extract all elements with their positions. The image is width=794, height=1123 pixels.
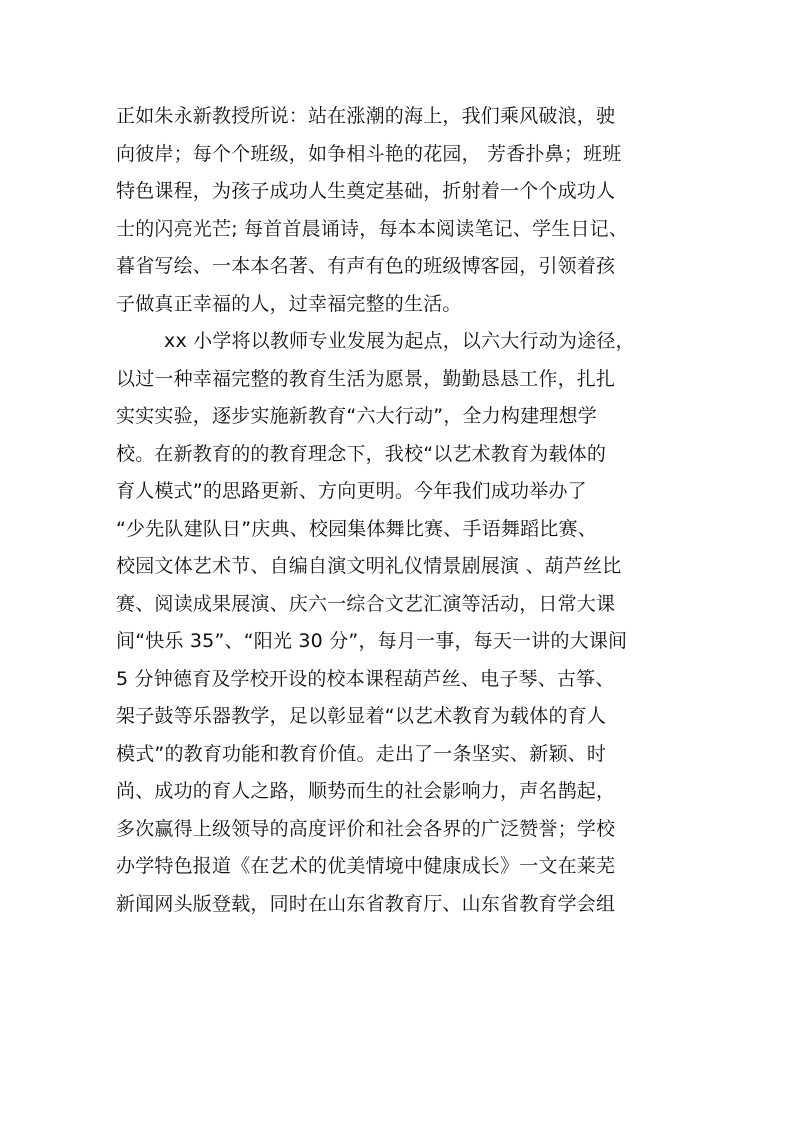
text-line: 正如朱永新教授所说：站在涨潮的海上，我们乘风破浪，驶 bbox=[116, 105, 616, 127]
text-line: 暮省写绘、一本本名著、有声有色的班级博客园，引领着孩 bbox=[116, 255, 616, 277]
text-line: 以过一种幸福完整的教育生活为愿景，勤勤恳恳工作，扎扎 bbox=[116, 367, 616, 390]
text-line: 5 分钟德育及学校开设的校本课程葫芦丝、电子琴、古筝、 bbox=[116, 667, 615, 690]
text-line: 校。在新教育的的教育理念下，我校“以艺术教育为载体的 bbox=[116, 442, 607, 465]
text-line: 尚、成功的育人之路，顺势而生的社会影响力，声名鹊起， bbox=[116, 780, 616, 802]
text-line: 向彼岸；每个个班级，如争相斗艳的花园， 芳香扑鼻；班班 bbox=[116, 142, 622, 165]
text-line: 赛、阅读成果展演、庆六一综合文艺汇演等活动，日常大课 bbox=[116, 592, 616, 615]
text-line: 育人模式”的思路更新、方向更明。今年我们成功举办了 bbox=[116, 480, 587, 502]
text-line: 子做真正幸福的人，过幸福完整的生活。 bbox=[116, 292, 462, 315]
paragraph-start-line: xx 小学将以教师专业发展为起点，以六大行动为途径， bbox=[164, 330, 635, 352]
body-text bbox=[116, 98, 696, 923]
text-line: 模式”的教育功能和教育价值。走出了一条坚实、新颖、时 bbox=[116, 742, 607, 765]
text-line: 架子鼓等乐器教学，足以彰显着“以艺术教育为载体的育人 bbox=[116, 705, 607, 727]
text-line: 士的闪亮光芒; 每首首晨诵诗，每本本阅读笔记、学生日记、 bbox=[116, 217, 629, 240]
text-line: 特色课程，为孩子成功人生奠定基础，折射着一个个成功人 bbox=[116, 180, 616, 202]
text-line: 间“快乐 35”、“阳光 30 分”，每月一事，每天一讲的大课间 bbox=[116, 630, 628, 652]
text-line: 新闻网头版登载，同时在山东省教育厅、山东省教育学会组 bbox=[116, 892, 616, 915]
text-line: 多次赢得上级领导的高度评价和社会各界的广泛赞誉；学校 bbox=[116, 817, 616, 840]
text-line: 校园文体艺术节、自编自演文明礼仪情景剧展演 、葫芦丝比 bbox=[116, 555, 622, 577]
text-line: “少先队建队日”庆典、校园集体舞比赛、手语舞蹈比赛、 bbox=[116, 517, 597, 540]
text-line: 实实实验，逐步实施新教育“六大行动”，全力构建理想学 bbox=[116, 405, 597, 427]
text-line: 办学特色报道《在艺术的优美情境中健康成长》一文在莱芜 bbox=[116, 855, 616, 877]
